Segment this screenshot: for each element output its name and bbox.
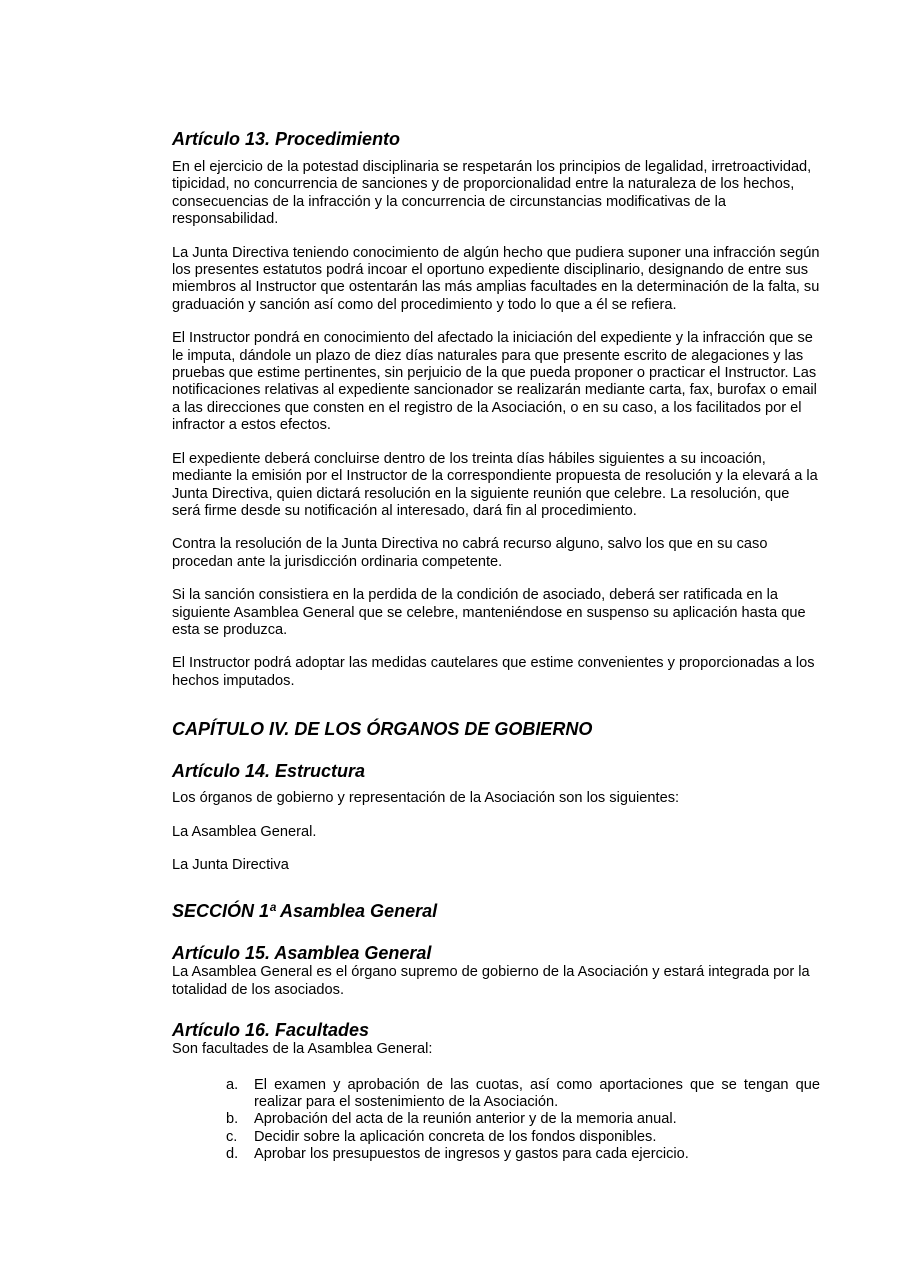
list-item (172, 1111, 820, 1128)
section-1-heading: SECCIÓN 1ª Asamblea General (172, 901, 438, 922)
article-13-paragraph-7: El Instructor podrá adoptar las medidas cautelares que estime convenientes y proporcionadas a los hechos imputados. (172, 655, 815, 689)
chapter-4-heading: CAPÍTULO IV. DE LOS ÓRGANOS DE GOBIERNO (172, 719, 593, 740)
article-13-paragraph-6: Si la sanción consistiera en la perdida de la condición de asociado, deberá ser ratificada en la siguiente Asamblea General que se celebre, manteniéndose en suspenso su aplicación hasta que esta se produzca. (172, 587, 806, 638)
article-15-text: La Asamblea General es el órgano supremo de gobierno de la Asociación y estará integrada por la totalidad de los asociados. (172, 964, 810, 998)
article-14-intro: Los órganos de gobierno y representación de la Asociación son los siguientes: (172, 790, 680, 807)
article-13-paragraph-3: El Instructor pondrá en conocimiento del afectado la iniciación del expediente y la infracción que se le imputa, dándole un plazo de diez días naturales para que presente escrito de alegaciones y las pruebas que estime pertinentes, sin perjuicio de la que pueda proponer o practicar el Instructor. Las notificaciones relativas al expediente sancionador se realizarán mediante carta, fax, burofax o email a las direcciones que consten en el registro de la Asociación, o en su caso, a los facilitados por el infractor a estos efectos. (172, 330, 817, 434)
list-item (172, 1129, 820, 1146)
article-14-item-asamblea: La Asamblea General. (172, 823, 317, 840)
list-item (172, 1146, 820, 1163)
article-16-heading: Artículo 16. Facultades (172, 1020, 370, 1041)
list-item (172, 1077, 820, 1112)
article-14-item-junta: La Junta Directiva (172, 856, 289, 873)
article-16-list (172, 1077, 820, 1164)
list-item-text: El examen y aprobación de las cuotas, así como aportaciones que se tengan que realizar para el sostenimiento de la Asociación. (254, 1076, 820, 1110)
list-marker: b. (226, 1111, 239, 1128)
article-15-heading: Artículo 15. Asamblea General (172, 943, 432, 964)
list-marker: a. (226, 1076, 239, 1093)
article-13-paragraph-4: El expediente deberá concluirse dentro de los treinta días hábiles siguientes a su incoación, mediante la emisión por el Instructor de la correspondiente propuesta de resolución y la elevará a la Junta Directiva, quien dictará resolución en la siguiente reunión que celebre. La resolución, que será firme desde su notificación al interesado, dará fin al procedimiento. (172, 450, 818, 519)
article-13-heading: Artículo 13. Procedimiento (172, 129, 401, 149)
article-13-paragraph-2: La Junta Directiva teniendo conocimiento de algún hecho que pudiera suponer una infracción según los presentes estatutos podrá incoar el oportuno expediente disciplinario, designando de entre sus miembros al Instructor que ostentarán las más amplias facultades en la determinación de la falta, su graduación y sanción así como del procedimiento y todo lo que a él se refiera. (172, 244, 820, 313)
list-item-text: Aprobación del acta de la reunión anterior y de la memoria anual. (254, 1111, 677, 1128)
article-14-heading: Artículo 14. Estructura (172, 761, 366, 782)
list-item-text: Decidir sobre la aplicación concreta de los fondos disponibles. (254, 1128, 657, 1145)
article-13-paragraph-1: En el ejercicio de la potestad disciplinaria se respetarán los principios de legalidad, irretroactividad, tipicidad, no concurrencia de sanciones y de proporcionalidad entre la naturaleza de los hechos, consecuencias de la infracción y la concurrencia de circunstancias modificativas de la responsabilidad. (172, 159, 812, 228)
list-marker: c. (226, 1128, 238, 1145)
list-marker: d. (226, 1146, 239, 1163)
article-16-intro: Son facultades de la Asamblea General: (172, 1041, 433, 1058)
article-13-paragraph-5: Contra la resolución de la Junta Directiva no cabrá recurso alguno, salvo los que en su caso procedan ante la jurisdicción ordinaria competente. (172, 536, 768, 570)
document-page (172, 128, 820, 1164)
list-item-text: Aprobar los presupuestos de ingresos y gastos para cada ejercicio. (254, 1146, 689, 1163)
